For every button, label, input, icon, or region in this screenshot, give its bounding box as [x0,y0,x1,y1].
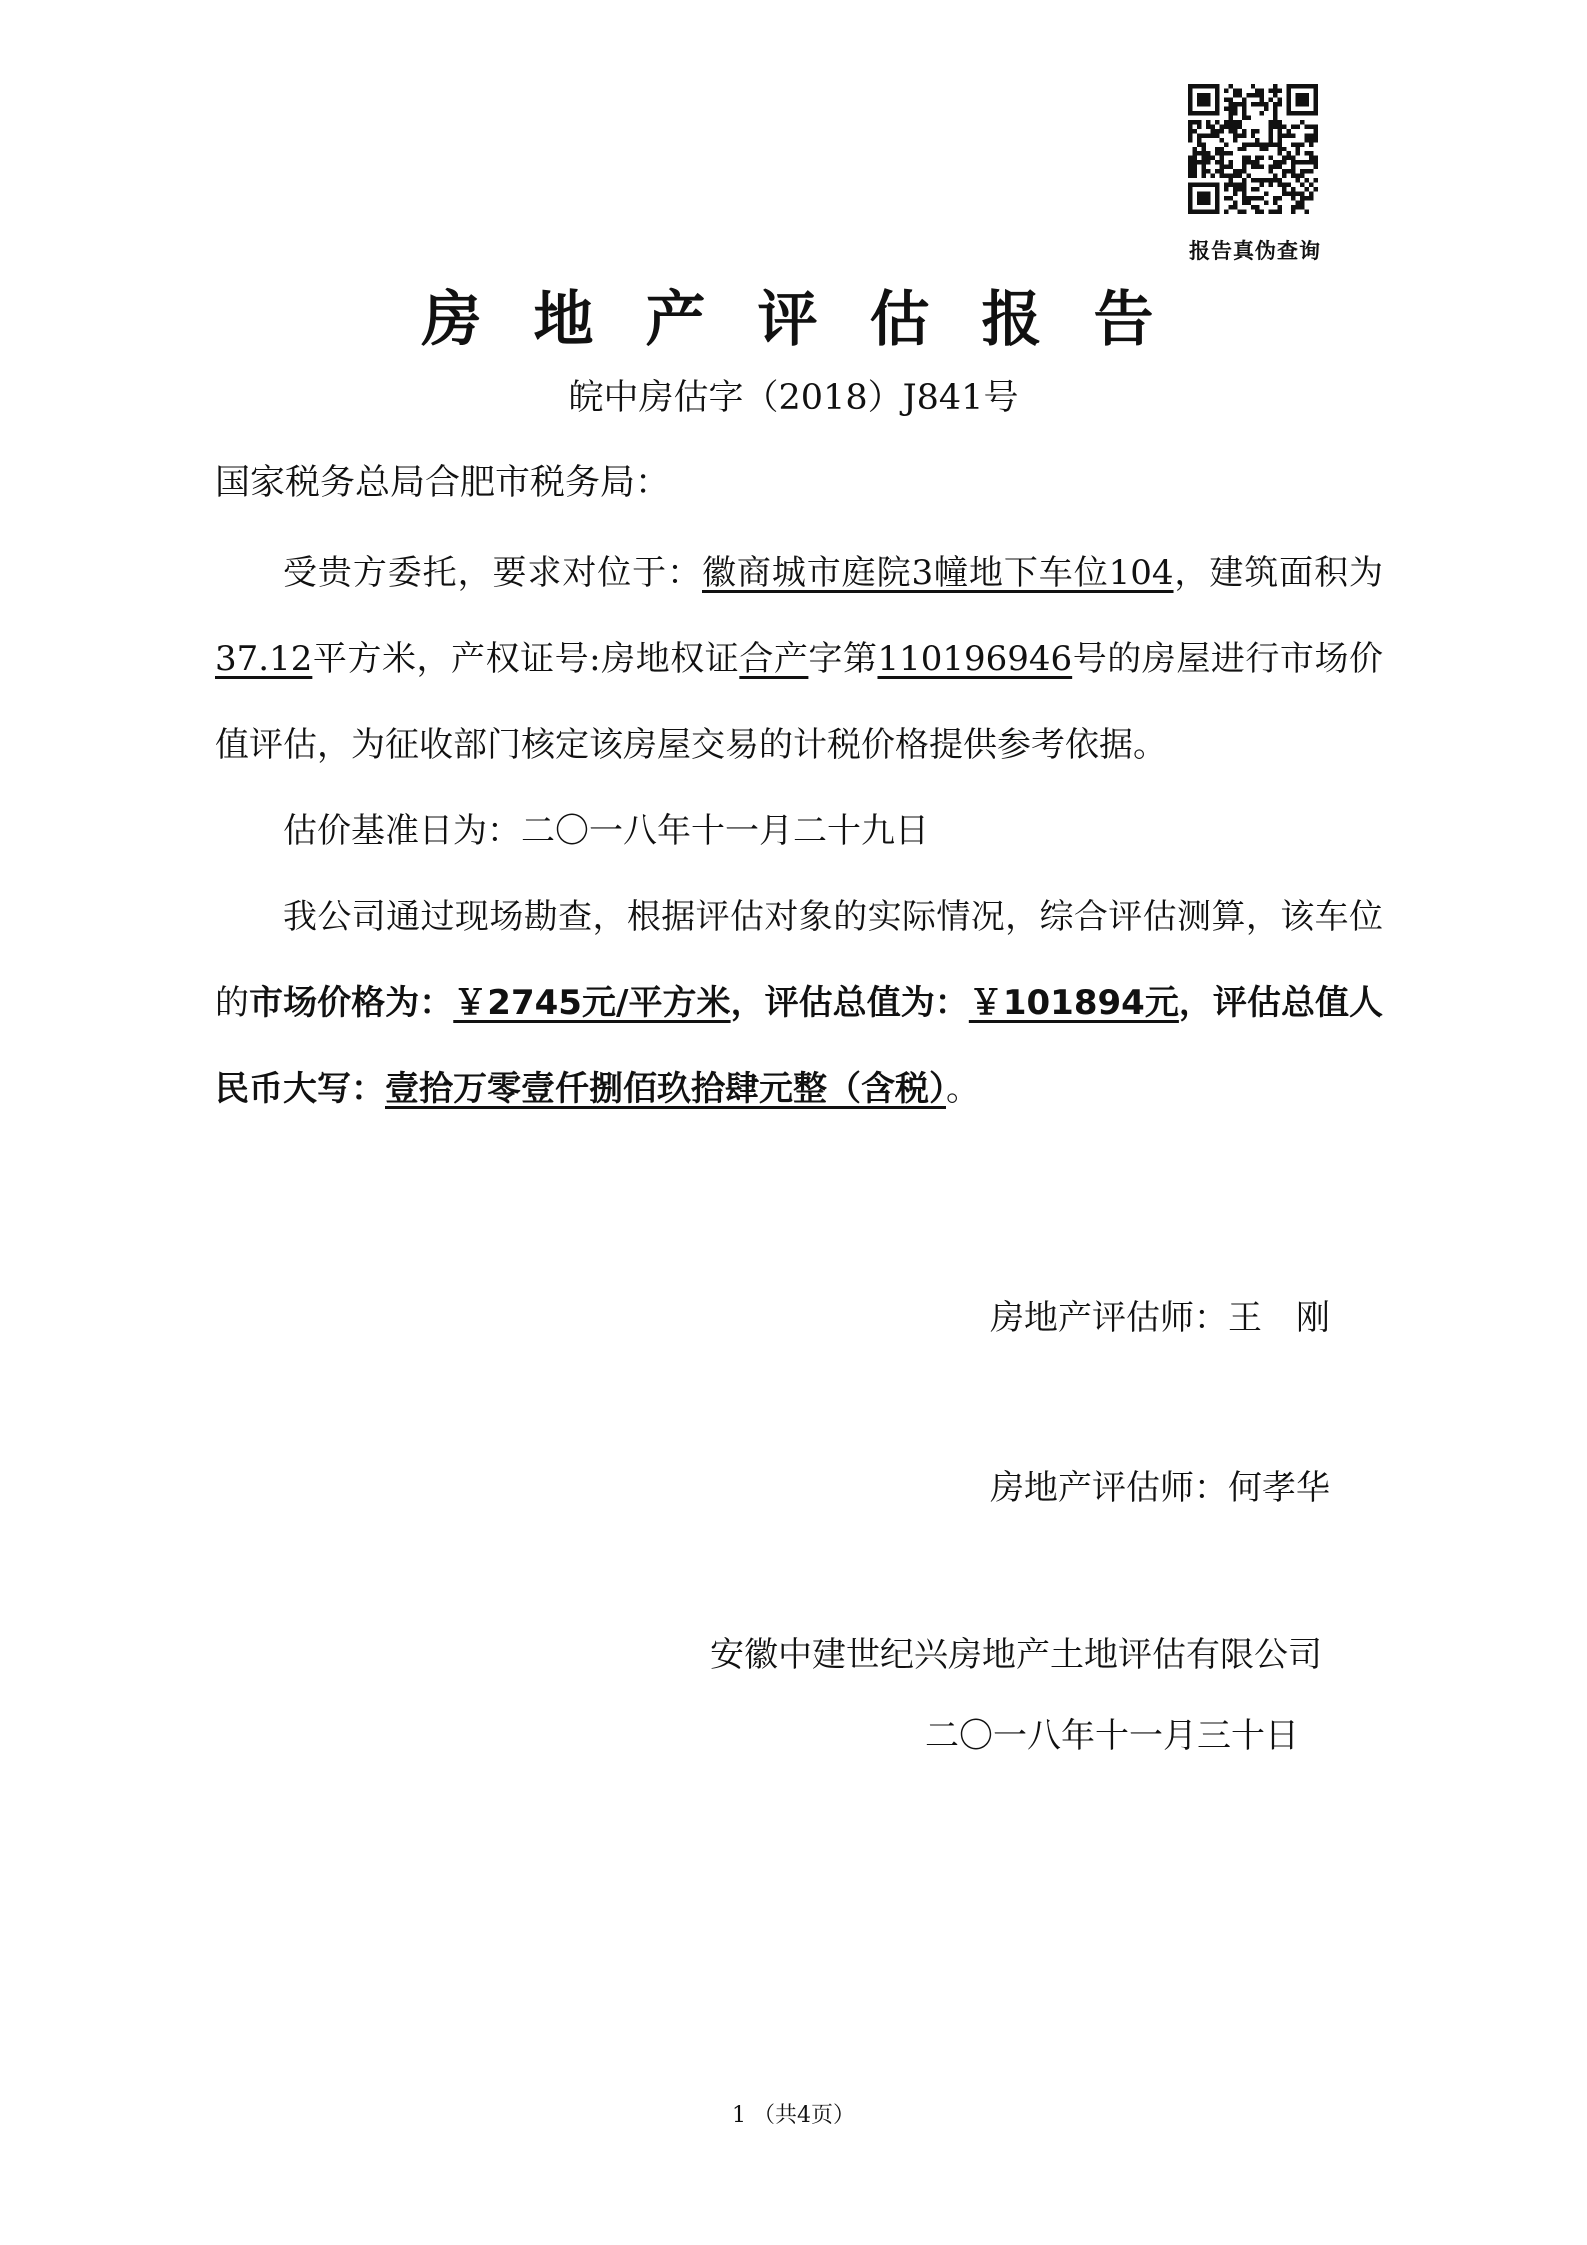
entrustment-tail: 号的房屋进行市场价值评估，为征收部门核定该房屋交易的计税价格提供参考依据。 [215,639,1384,765]
capital-amount-label: 评估总值人民币大写： [215,983,1384,1109]
entrustment-text-2: 平方米，产权证号:房地权证 [312,639,740,679]
page-title: 房地产评估报告 [421,285,1206,355]
comma: ， [1178,983,1213,1023]
entrustment-lead: 受贵方委托，要求对位于： [283,553,702,593]
certificate-prefix: 合产 [739,639,809,679]
qr-caption: 报告真伪查询 [1189,239,1321,263]
paragraph-entrustment [215,530,1383,788]
page-number: 1 （共4页） [732,2103,855,2128]
report-body [215,530,1383,1132]
period: 。 [946,1069,980,1109]
unit-price: ￥2745元/平方米 [453,983,731,1023]
conclusion-lead: 我公司通过现场勘查，根据评估对象的实际情况，综合评估测算，该车位的 [215,897,1383,1023]
appraiser-signature-1: 房地产评估师：王 刚 [990,1298,1330,1338]
capital-amount: 壹拾万零壹仟捌佰玖拾肆元整（含税） [385,1069,946,1109]
certificate-number: 110196946 [877,639,1073,679]
entrustment-text-3: 字第 [808,639,878,679]
valuation-date: 估价基准日为：二〇一八年十一月二十九日 [283,811,929,851]
document-number: 皖中房估字（2018）J841号 [568,378,1019,418]
report-date: 二〇一八年十一月三十日 [925,1716,1299,1756]
total-value: ￥101894元 [968,983,1179,1023]
market-price-label: 市场价格为： [249,983,454,1023]
company-name: 安徽中建世纪兴房地产土地评估有限公司 [710,1635,1322,1675]
paragraph-conclusion [215,874,1383,1132]
separator: ， [730,983,765,1023]
entrustment-text-1: ，建筑面积为 [1173,553,1384,593]
property-address: 徽商城市庭院3幢地下车位104 [702,553,1174,593]
total-value-label: 评估总值为： [764,983,969,1023]
addressee: 国家税务总局合肥市税务局： [215,463,671,503]
building-area: 37.12 [215,639,313,679]
appraiser-signature-2: 房地产评估师：何孝华 [990,1468,1330,1508]
qr-code-icon [1188,84,1318,214]
